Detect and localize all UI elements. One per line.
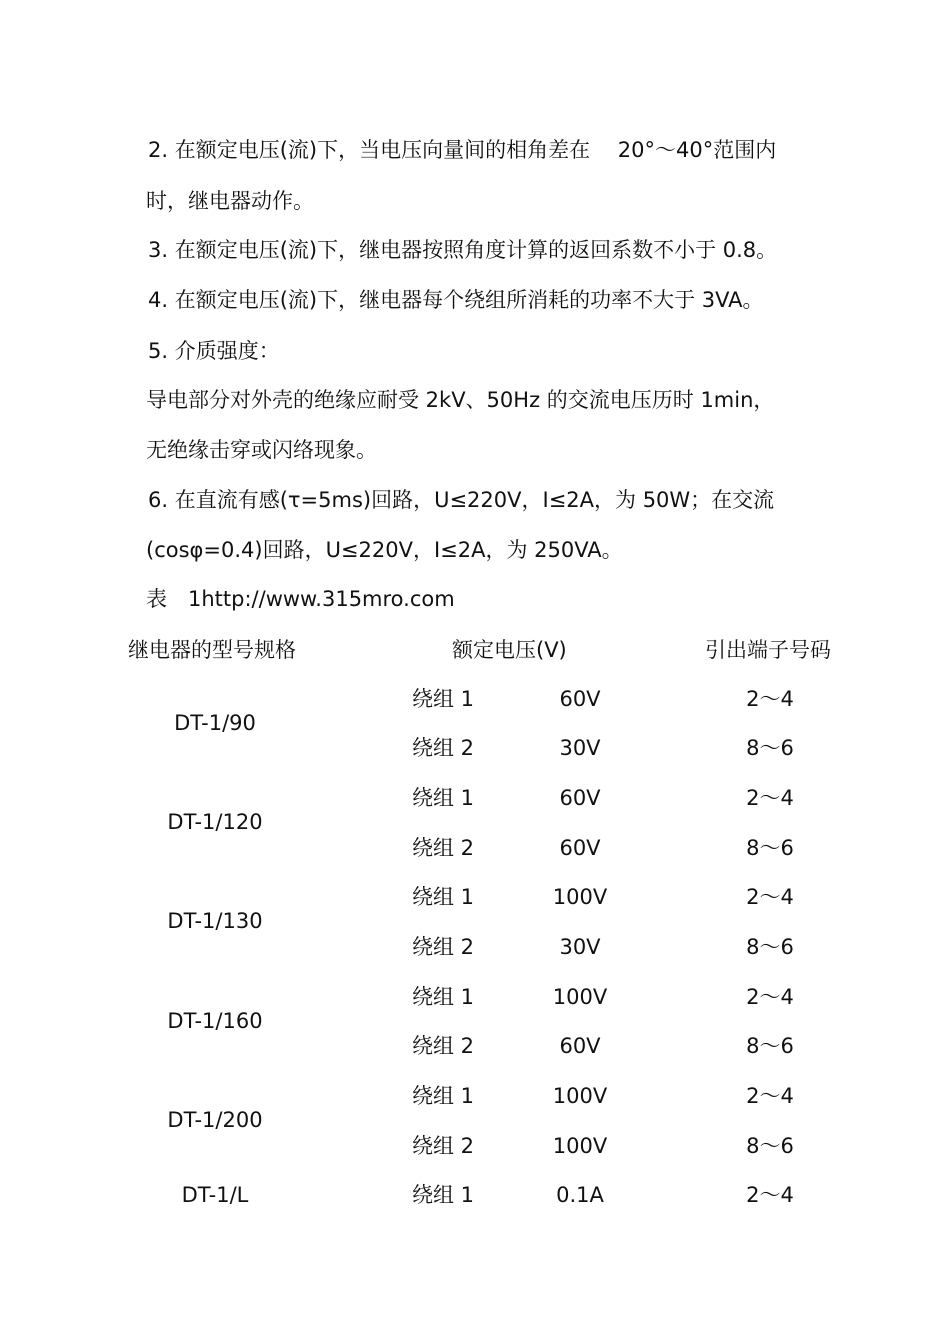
terminal-cell: 2～4	[746, 885, 794, 909]
voltage-cell: 60V	[559, 786, 601, 810]
voltage-cell: 100V	[552, 885, 608, 909]
voltage-cell: 100V	[552, 1134, 608, 1158]
winding-cell: 绕组 2	[412, 1134, 475, 1158]
voltage-cell: 100V	[552, 985, 608, 1009]
winding-cell: 绕组 1	[412, 985, 475, 1009]
voltage-cell: 30V	[559, 935, 601, 959]
winding-cell: 绕组 2	[412, 935, 475, 959]
winding-cell: 绕组 2	[412, 1034, 475, 1058]
paragraph-dielectric-2: 无绝缘击穿或闪络现象。	[146, 438, 377, 462]
header-terminal: 引出端子号码	[705, 638, 831, 662]
paragraph-item-3: 3. 在额定电压(流)下，继电器按照角度计算的返回系数不小于 0.8。	[148, 238, 778, 262]
paragraph-item-5: 5. 介质强度：	[148, 339, 280, 363]
terminal-cell: 8～6	[746, 935, 794, 959]
winding-cell: 绕组 1	[412, 1084, 475, 1108]
terminal-cell: 2～4	[746, 1183, 794, 1207]
paragraph-dielectric-1: 导电部分对外壳的绝缘应耐受 2kV、50Hz 的交流电压历时 1min，	[146, 388, 775, 412]
winding-cell: 绕组 2	[412, 736, 475, 760]
winding-cell: 绕组 1	[412, 885, 475, 909]
model-cell: DT-1/L	[181, 1183, 249, 1207]
terminal-cell: 8～6	[746, 1134, 794, 1158]
voltage-cell: 60V	[559, 687, 601, 711]
voltage-cell: 60V	[559, 836, 601, 860]
terminal-cell: 8～6	[746, 736, 794, 760]
paragraph-item-6-cont: (cosφ=0.4)回路，U≤220V，I≤2A，为 250VA。	[146, 538, 623, 562]
table-caption: 表 1http://www.315mro.com	[146, 587, 455, 611]
header-voltage: 额定电压(V)	[452, 638, 567, 662]
header-model: 继电器的型号规格	[128, 638, 296, 662]
model-cell: DT-1/90	[174, 711, 256, 735]
paragraph-item-2: 2. 在额定电压(流)下，当电压向量间的相角差在 20°～40°范围内	[148, 138, 777, 162]
voltage-cell: 60V	[559, 1034, 601, 1058]
terminal-cell: 2～4	[746, 786, 794, 810]
terminal-cell: 2～4	[746, 1084, 794, 1108]
paragraph-item-4: 4. 在额定电压(流)下，继电器每个绕组所消耗的功率不大于 3VA。	[148, 288, 764, 312]
terminal-cell: 2～4	[746, 985, 794, 1009]
voltage-cell: 100V	[552, 1084, 608, 1108]
terminal-cell: 2～4	[746, 687, 794, 711]
voltage-cell: 0.1A	[556, 1183, 604, 1207]
model-cell: DT-1/160	[167, 1009, 263, 1033]
winding-cell: 绕组 1	[412, 1183, 475, 1207]
winding-cell: 绕组 1	[412, 786, 475, 810]
model-cell: DT-1/130	[167, 909, 263, 933]
winding-cell: 绕组 1	[412, 687, 475, 711]
terminal-cell: 8～6	[746, 1034, 794, 1058]
paragraph-item-2-cont: 时，继电器动作。	[146, 189, 314, 213]
model-cell: DT-1/200	[167, 1108, 263, 1132]
winding-cell: 绕组 2	[412, 836, 475, 860]
model-cell: DT-1/120	[167, 810, 263, 834]
voltage-cell: 30V	[559, 736, 601, 760]
terminal-cell: 8～6	[746, 836, 794, 860]
paragraph-item-6: 6. 在直流有感(τ=5ms)回路，U≤220V，I≤2A，为 50W；在交流	[148, 488, 775, 512]
